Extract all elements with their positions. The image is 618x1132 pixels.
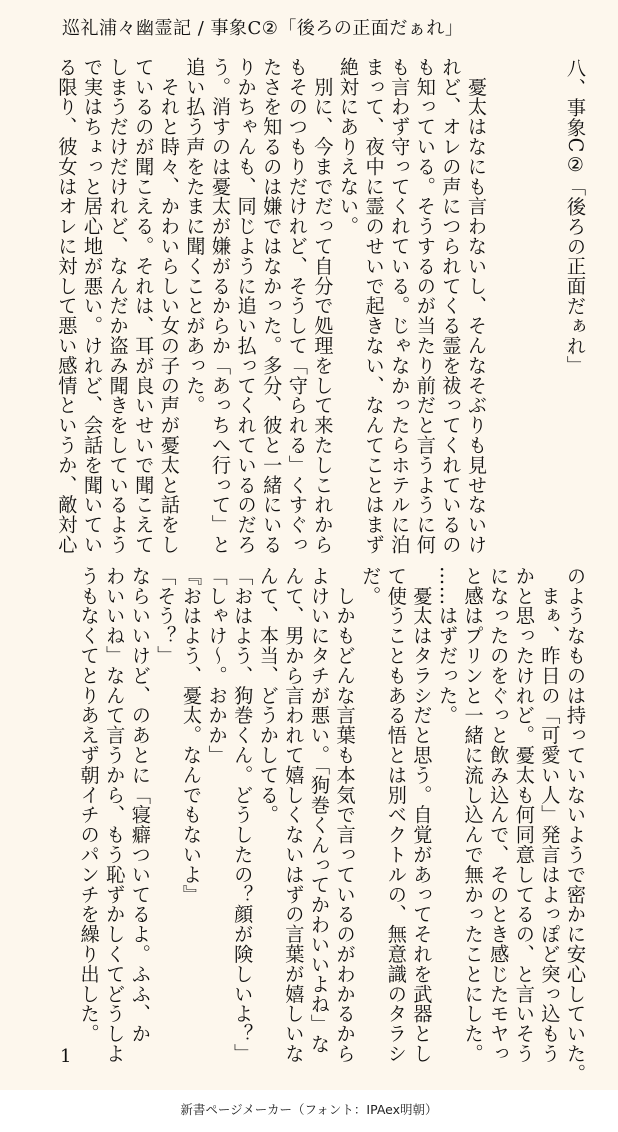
text-column: かと思ったけれど。憂太も何同意してるの、と言いそう: [512, 566, 536, 1064]
text-column: しまうだけだけれど、なんだか盗み聞きをしているよう: [106, 57, 130, 555]
footer-credit: 新書ページメーカー（フォント：IPAex明朝）: [180, 1102, 438, 1117]
text-column: まって、夜中に霊のせいで起きない、なんてことはまず: [362, 57, 386, 555]
running-header: 巡礼浦々幽霊記 / 事象C②「後ろの正面だぁれ」: [62, 18, 464, 39]
text-column: たさを知るのは嫌ではなかった。多分、彼と一緒にいる: [260, 57, 284, 555]
text-column: 「そう？」: [154, 566, 178, 666]
text-column: 「おはよう、狗巻くん。どうしたの？顔が険しいよ？」: [231, 566, 255, 1064]
text-column: と感はプリンと一緒に流し込んで無かったことにした。: [461, 566, 485, 1064]
text-column: ならいいけど、のあとに「寝癖ついてるよ。ふふ、か: [128, 566, 152, 1044]
text-column: 追い払う声をたまに聞くことがあった。: [183, 57, 207, 416]
text-column: ……はずだった。: [436, 566, 459, 726]
text-column: それと時々、かわいらしい女の子の声が憂太と話をし: [157, 57, 181, 555]
text-column: も知っている。そうするのが当たり前だと言うように何: [413, 57, 437, 555]
text-column: だ。: [359, 566, 383, 606]
text-column: もそのつもりだけれど、そうして「守られる」くすぐっ: [285, 57, 309, 555]
text-column: りかちゃんも、同じように追い払ってくれているのだろ: [234, 57, 258, 555]
text-column: 『おはよう、憂太。なんでもないよ』: [180, 566, 203, 905]
text-column: わいいね」なんて言うから、もう恥ずかしくてどうしよ: [103, 566, 127, 1064]
page-number: 1: [60, 1046, 72, 1067]
text-column: も言わず守ってくれている。じゃなかったらホテルに泊: [388, 57, 412, 555]
text-column: れど、オレの声につられてくる霊を祓ってくれているの: [439, 57, 463, 555]
text-column: うもなくてとりあえず朝イチのパンチを繰り出した。: [77, 566, 101, 1044]
text-column: 憂太はなにも言わないし、そんなそぶりも見せないけ: [465, 57, 488, 555]
text-column: んて、男から言われて嬉しくないはずの言葉が嬉しいな: [282, 566, 306, 1064]
text-column: 憂太はタラシだと思う。自覚があってそれを武器とし: [410, 566, 434, 1064]
text-column: よけいにタチが悪い。「狗巻くんってかわいいよね」な: [308, 566, 331, 1054]
chapter-title: 八、事象C②「後ろの正面だぁれ」: [564, 58, 587, 376]
text-column: 絶対にありえない。: [337, 57, 360, 237]
text-column: のようなものは持っていないようで密かに安心していた。: [564, 566, 587, 1084]
text-column: る限り、彼女はオレに対して悪い感情というか、敵対心: [55, 57, 79, 555]
text-column: て使うこともある悟とは別ベクトルの、無意識のタラシ: [384, 566, 408, 1064]
text-column: まぁ、昨日の「可愛い人」発言はよっぽど突っ込もう: [538, 566, 562, 1064]
text-column: になったのをぐっと飲み込んで、そのとき感じたモヤっ: [487, 566, 511, 1064]
text-column: 「しゃけ〜。おかか」: [205, 566, 229, 765]
text-column: 別に、今までだって自分で処理をして来たしこれから: [311, 57, 335, 555]
text-column: しかもどんな言葉も本気で言っているのがわかるから: [333, 566, 357, 1064]
text-column: う。消すのは憂太が嫌がるからか「あっちへ行って」と: [209, 57, 232, 555]
text-column: で実はちょっと居心地が悪い。けれど、会話を聞いてい: [81, 57, 104, 555]
text-column: ているのが聞こえる。それは、耳が良いせいで聞こえて: [132, 57, 156, 555]
text-column: んて、本当、どうかしてる。: [256, 566, 280, 825]
